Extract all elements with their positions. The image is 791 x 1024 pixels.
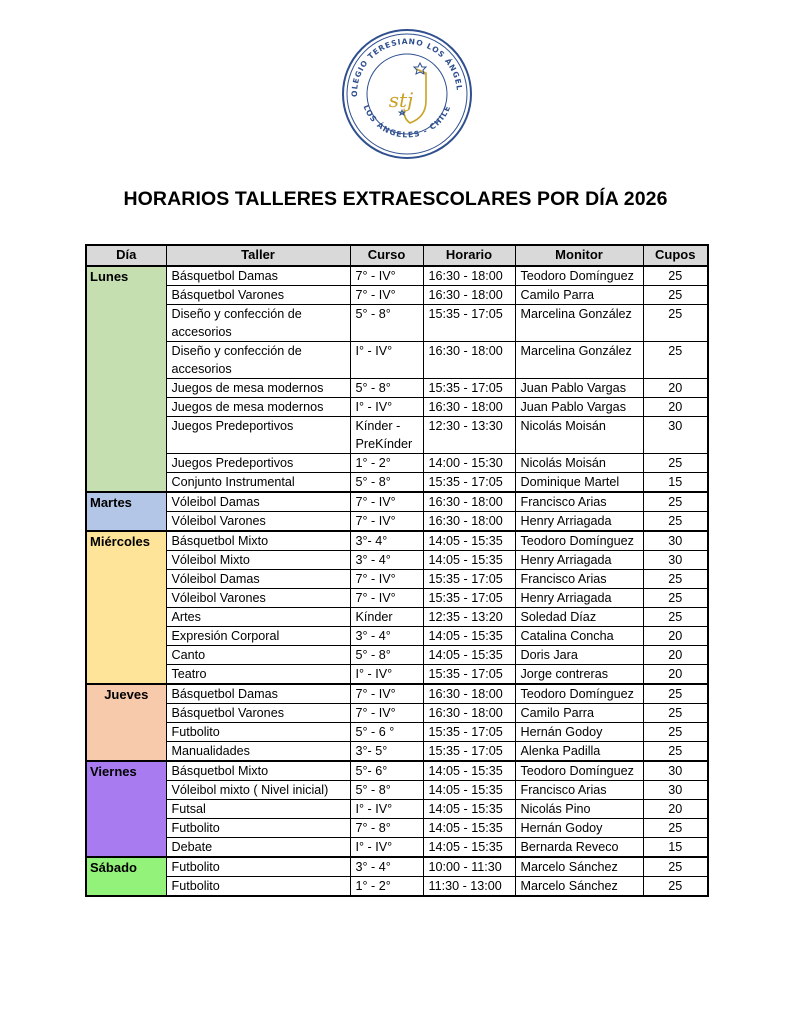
table-row — [86, 512, 708, 532]
curso-cell: 3° - 4° — [350, 857, 423, 877]
monitor-cell: Henry Arriagada — [515, 551, 643, 570]
taller-cell: Juegos Predeportivos — [166, 454, 350, 473]
taller-cell: Artes — [166, 608, 350, 627]
cupos-cell: 25 — [643, 608, 708, 627]
horario-cell: 15:35 - 17:05 — [423, 305, 515, 342]
taller-cell: Vóleibol mixto ( Nivel inicial) — [166, 781, 350, 800]
monitor-cell: Marcelina González — [515, 342, 643, 379]
taller-cell: Vóleibol Varones — [166, 589, 350, 608]
monitor-cell: Catalina Concha — [515, 627, 643, 646]
monitor-cell: Doris Jara — [515, 646, 643, 665]
monitor-cell: Teodoro Domínguez — [515, 266, 643, 286]
table-row — [86, 857, 708, 877]
cupos-cell: 20 — [643, 665, 708, 685]
horario-cell: 15:35 - 17:05 — [423, 665, 515, 685]
horario-cell: 14:05 - 15:35 — [423, 819, 515, 838]
day-cell: Sábado — [86, 857, 166, 896]
curso-cell: 7° - IV° — [350, 570, 423, 589]
cupos-cell: 25 — [643, 877, 708, 897]
table-row — [86, 342, 708, 379]
monitor-cell: Bernarda Reveco — [515, 838, 643, 858]
horario-cell: 15:35 - 17:05 — [423, 379, 515, 398]
cupos-cell: 30 — [643, 761, 708, 781]
table-row — [86, 781, 708, 800]
table-row — [86, 704, 708, 723]
monitor-cell: Soledad Díaz — [515, 608, 643, 627]
horario-cell: 14:00 - 15:30 — [423, 454, 515, 473]
curso-cell: I° - IV° — [350, 398, 423, 417]
horario-cell: 15:35 - 17:05 — [423, 723, 515, 742]
table-row — [86, 570, 708, 589]
cupos-cell: 25 — [643, 589, 708, 608]
header-taller: Taller — [166, 245, 350, 266]
monitor-cell: Juan Pablo Vargas — [515, 398, 643, 417]
svg-text:COLEGIO TERESIANO LOS ÁNGELES: OLEGIO TERESIANO LOS ÁNGEL — [349, 36, 464, 98]
cupos-cell: 25 — [643, 266, 708, 286]
horario-cell: 16:30 - 18:00 — [423, 342, 515, 379]
cupos-cell: 30 — [643, 781, 708, 800]
monitor-cell: Teodoro Domínguez — [515, 761, 643, 781]
horario-cell: 14:05 - 15:35 — [423, 646, 515, 665]
taller-cell: Futbolito — [166, 857, 350, 877]
cupos-cell: 25 — [643, 704, 708, 723]
cupos-cell: 25 — [643, 342, 708, 379]
header-curso: Curso — [350, 245, 423, 266]
cupos-cell: 15 — [643, 473, 708, 493]
cupos-cell: 30 — [643, 551, 708, 570]
curso-cell: I° - IV° — [350, 800, 423, 819]
taller-cell: Básquetbol Varones — [166, 286, 350, 305]
taller-cell: Vóleibol Damas — [166, 570, 350, 589]
table-row — [86, 608, 708, 627]
curso-cell: 1° - 2° — [350, 877, 423, 897]
monitor-cell: Nicolás Moisán — [515, 417, 643, 454]
taller-cell: Manualidades — [166, 742, 350, 762]
monitor-cell: Jorge contreras — [515, 665, 643, 685]
curso-cell: 7° - IV° — [350, 286, 423, 305]
curso-cell: I° - IV° — [350, 342, 423, 379]
horario-cell: 14:05 - 15:35 — [423, 781, 515, 800]
cupos-cell: 20 — [643, 379, 708, 398]
curso-cell: 7° - IV° — [350, 704, 423, 723]
taller-cell: Básquetbol Damas — [166, 266, 350, 286]
curso-cell: 7° - IV° — [350, 589, 423, 608]
taller-cell: Vóleibol Damas — [166, 492, 350, 512]
monitor-cell: Nicolás Moisán — [515, 454, 643, 473]
curso-cell: 5° - 8° — [350, 646, 423, 665]
horario-cell: 16:30 - 18:00 — [423, 684, 515, 704]
horario-cell: 15:35 - 17:05 — [423, 742, 515, 762]
cupos-cell: 25 — [643, 570, 708, 589]
curso-cell: 5° - 8° — [350, 305, 423, 342]
monitor-cell: Henry Arriagada — [515, 589, 643, 608]
monitor-cell: Hernán Godoy — [515, 723, 643, 742]
schedule-body — [86, 266, 708, 896]
table-row — [86, 398, 708, 417]
cupos-cell: 25 — [643, 857, 708, 877]
monitor-cell: Marcelo Sánchez — [515, 877, 643, 897]
monitor-cell: Teodoro Domínguez — [515, 684, 643, 704]
table-row — [86, 646, 708, 665]
curso-cell: 7° - IV° — [350, 684, 423, 704]
day-cell: Martes — [86, 492, 166, 531]
header-dia: Día — [86, 245, 166, 266]
table-row — [86, 627, 708, 646]
curso-cell: 3° - 4° — [350, 551, 423, 570]
cupos-cell: 25 — [643, 684, 708, 704]
horario-cell: 16:30 - 18:00 — [423, 398, 515, 417]
day-cell: Lunes — [86, 266, 166, 492]
taller-cell: Futbolito — [166, 877, 350, 897]
svg-text:stj: stj — [388, 88, 414, 112]
table-row — [86, 589, 708, 608]
monitor-cell: Juan Pablo Vargas — [515, 379, 643, 398]
cupos-cell: 25 — [643, 723, 708, 742]
curso-cell: 5°- 6° — [350, 761, 423, 781]
curso-cell: 5° - 8° — [350, 473, 423, 493]
monitor-cell: Francisco Arias — [515, 781, 643, 800]
table-header-row — [86, 245, 708, 266]
taller-cell: Diseño y confección de accesorios — [166, 305, 350, 342]
table-row — [86, 531, 708, 551]
cupos-cell: 25 — [643, 454, 708, 473]
monitor-cell: Camilo Parra — [515, 704, 643, 723]
horario-cell: 12:35 - 13:20 — [423, 608, 515, 627]
taller-cell: Canto — [166, 646, 350, 665]
horario-cell: 15:35 - 17:05 — [423, 589, 515, 608]
taller-cell: Básquetbol Mixto — [166, 531, 350, 551]
taller-cell: Juegos de mesa modernos — [166, 379, 350, 398]
horario-cell: 12:30 - 13:30 — [423, 417, 515, 454]
table-row — [86, 800, 708, 819]
table-row — [86, 417, 708, 454]
horario-cell: 15:35 - 17:05 — [423, 570, 515, 589]
table-row — [86, 454, 708, 473]
horario-cell: 16:30 - 18:00 — [423, 704, 515, 723]
horario-cell: 14:05 - 15:35 — [423, 800, 515, 819]
cupos-cell: 25 — [643, 512, 708, 532]
cupos-cell: 20 — [643, 398, 708, 417]
monitor-cell: Alenka Padilla — [515, 742, 643, 762]
horario-cell: 14:05 - 15:35 — [423, 531, 515, 551]
cupos-cell: 25 — [643, 305, 708, 342]
curso-cell: 5° - 8° — [350, 781, 423, 800]
cupos-cell: 20 — [643, 646, 708, 665]
taller-cell: Diseño y confección de accesorios — [166, 342, 350, 379]
horario-cell: 15:35 - 17:05 — [423, 473, 515, 493]
header-monitor: Monitor — [515, 245, 643, 266]
taller-cell: Conjunto Instrumental — [166, 473, 350, 493]
day-cell: Viernes — [86, 761, 166, 857]
taller-cell: Vóleibol Varones — [166, 512, 350, 532]
cupos-cell: 30 — [643, 531, 708, 551]
table-row — [86, 286, 708, 305]
table-row — [86, 492, 708, 512]
cupos-cell: 25 — [643, 286, 708, 305]
cupos-cell: 15 — [643, 838, 708, 858]
taller-cell: Básquetbol Mixto — [166, 761, 350, 781]
taller-cell: Básquetbol Damas — [166, 684, 350, 704]
school-logo — [340, 27, 474, 161]
horario-cell: 10:00 - 11:30 — [423, 857, 515, 877]
monitor-cell: Camilo Parra — [515, 286, 643, 305]
taller-cell: Vóleibol Mixto — [166, 551, 350, 570]
curso-cell: 7° - 8° — [350, 819, 423, 838]
cupos-cell: 25 — [643, 492, 708, 512]
monitor-cell: Dominique Martel — [515, 473, 643, 493]
curso-cell: Kínder — [350, 608, 423, 627]
cupos-cell: 30 — [643, 417, 708, 454]
horario-cell: 16:30 - 18:00 — [423, 492, 515, 512]
cupos-cell: 20 — [643, 627, 708, 646]
day-cell: Jueves — [86, 684, 166, 761]
curso-cell: 3° - 4° — [350, 627, 423, 646]
day-cell: Miércoles — [86, 531, 166, 684]
header-cupos: Cupos — [643, 245, 708, 266]
taller-cell: Debate — [166, 838, 350, 858]
cupos-cell: 25 — [643, 819, 708, 838]
table-row — [86, 305, 708, 342]
taller-cell: Futbolito — [166, 819, 350, 838]
horario-cell: 14:05 - 15:35 — [423, 761, 515, 781]
cupos-cell: 25 — [643, 742, 708, 762]
monitor-cell: Francisco Arias — [515, 492, 643, 512]
monitor-cell: Nicolás Pino — [515, 800, 643, 819]
cupos-cell: 20 — [643, 800, 708, 819]
curso-cell: Kínder - PreKínder — [350, 417, 423, 454]
curso-cell: 7° - IV° — [350, 492, 423, 512]
curso-cell: 1° - 2° — [350, 454, 423, 473]
curso-cell: 7° - IV° — [350, 266, 423, 286]
taller-cell: Juegos Predeportivos — [166, 417, 350, 454]
header-horario: Horario — [423, 245, 515, 266]
monitor-cell: Hernán Godoy — [515, 819, 643, 838]
horario-cell: 16:30 - 18:00 — [423, 266, 515, 286]
table-row — [86, 473, 708, 493]
table-row — [86, 819, 708, 838]
monitor-cell: Henry Arriagada — [515, 512, 643, 532]
taller-cell: Futsal — [166, 800, 350, 819]
curso-cell: 3°- 4° — [350, 531, 423, 551]
svg-text:LOS ÁNGELES - CHILE: LOS ÁNGELES - CHILE — [361, 103, 453, 140]
table-row — [86, 551, 708, 570]
table-row — [86, 877, 708, 897]
taller-cell: Expresión Corporal — [166, 627, 350, 646]
page-title: HORARIOS TALLERES EXTRAESCOLARES POR DÍA 2026 — [123, 188, 668, 210]
taller-cell: Juegos de mesa modernos — [166, 398, 350, 417]
curso-cell: 5° - 8° — [350, 379, 423, 398]
schedule-table — [85, 244, 709, 897]
table-row — [86, 379, 708, 398]
curso-cell: I° - IV° — [350, 838, 423, 858]
table-row — [86, 742, 708, 762]
horario-cell: 11:30 - 13:00 — [423, 877, 515, 897]
curso-cell: I° - IV° — [350, 665, 423, 685]
curso-cell: 3°- 5° — [350, 742, 423, 762]
table-row — [86, 684, 708, 704]
curso-cell: 5° - 6 ° — [350, 723, 423, 742]
horario-cell: 16:30 - 18:00 — [423, 286, 515, 305]
monitor-cell: Francisco Arias — [515, 570, 643, 589]
table-row — [86, 761, 708, 781]
horario-cell: 14:05 - 15:35 — [423, 551, 515, 570]
curso-cell: 7° - IV° — [350, 512, 423, 532]
taller-cell: Futbolito — [166, 723, 350, 742]
taller-cell: Teatro — [166, 665, 350, 685]
table-row — [86, 723, 708, 742]
monitor-cell: Marcelina González — [515, 305, 643, 342]
taller-cell: Básquetbol Varones — [166, 704, 350, 723]
horario-cell: 14:05 - 15:35 — [423, 838, 515, 858]
horario-cell: 14:05 - 15:35 — [423, 627, 515, 646]
monitor-cell: Teodoro Domínguez — [515, 531, 643, 551]
table-row — [86, 665, 708, 685]
monitor-cell: Marcelo Sánchez — [515, 857, 643, 877]
table-row — [86, 838, 708, 858]
horario-cell: 16:30 - 18:00 — [423, 512, 515, 532]
table-row — [86, 266, 708, 286]
